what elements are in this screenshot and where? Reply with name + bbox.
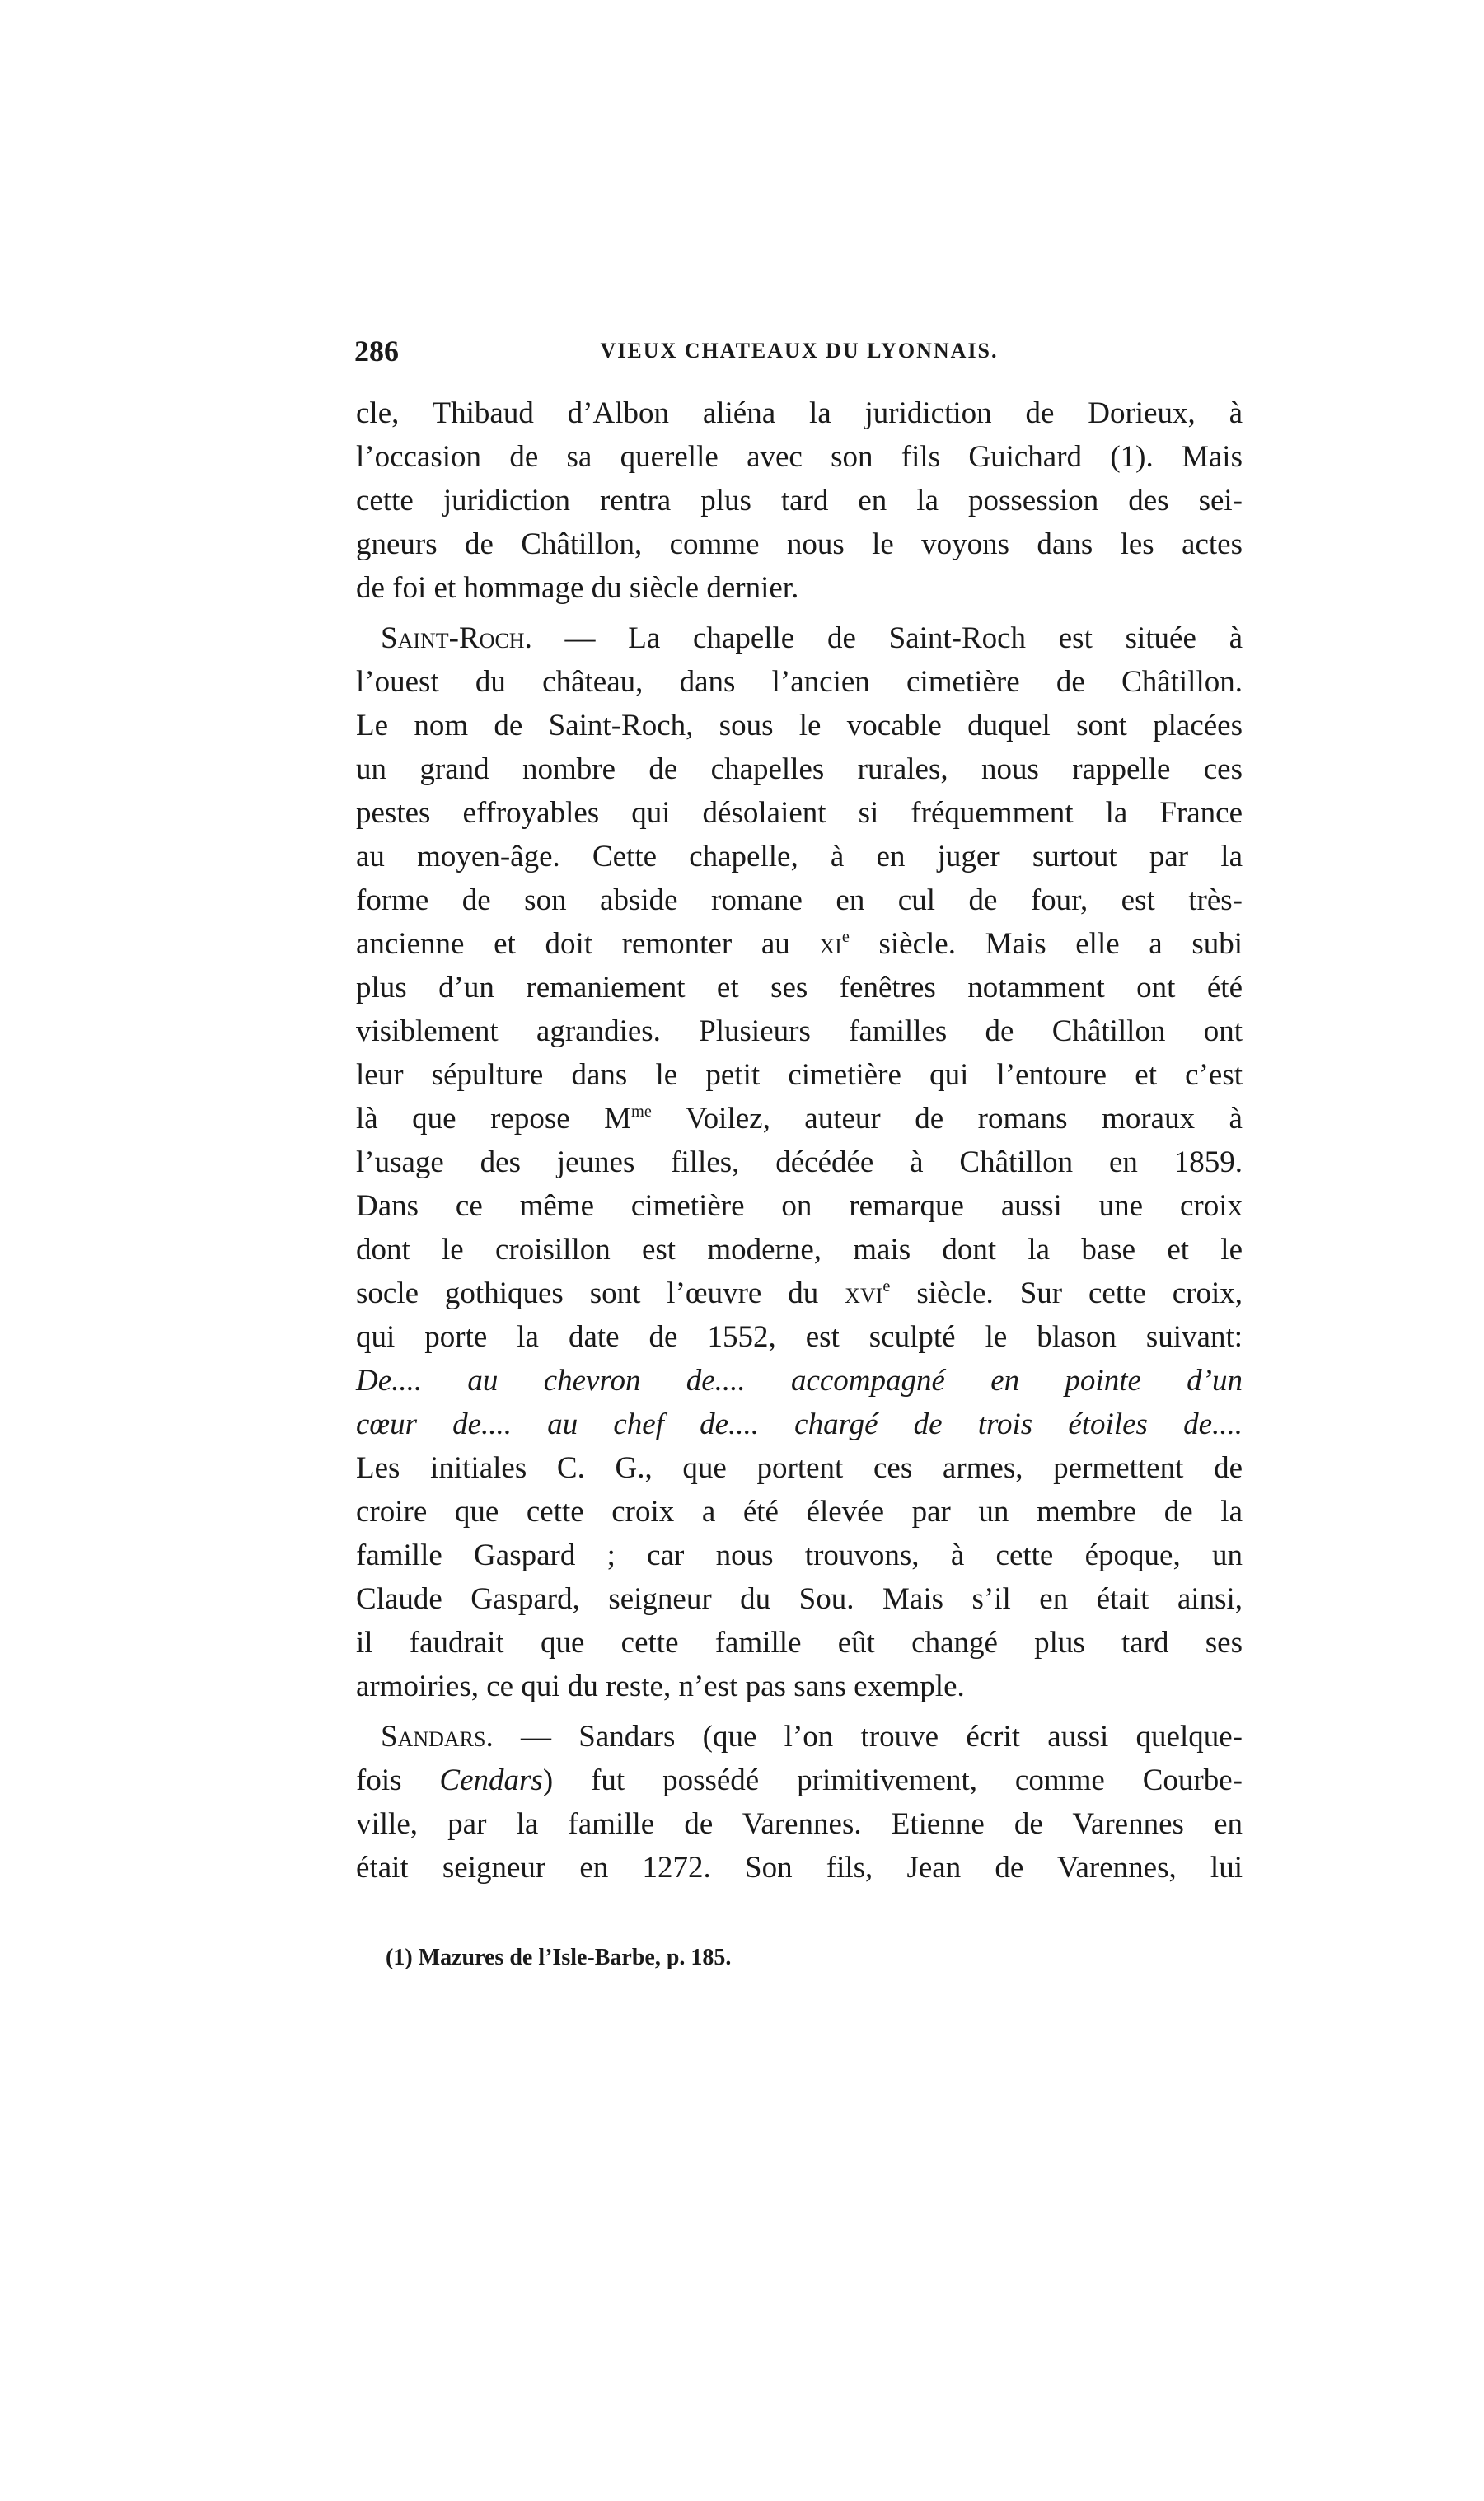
blazon-line: De.... au chevron de.... accompagné en pointe d’un: [356, 1364, 1243, 1398]
footnote: (1) Mazures de l’Isle-Barbe, p. 185.: [386, 1945, 732, 1970]
text-line: fois Cendars) fut possédé primitivement, comme Courbe-: [356, 1763, 1243, 1797]
paragraph-dorieux: [356, 391, 1243, 610]
text-line: croire que cette croix a été élevée par un membre de la: [356, 1495, 1243, 1529]
text-line: visiblement agrandies. Plusieurs familles de Châtillon ont: [356, 1014, 1243, 1048]
text-line: famille Gaspard ; car nous trouvons, à cette époque, un: [356, 1539, 1243, 1572]
running-header: [354, 334, 1244, 375]
running-title: VIEUX CHATEAUX DU LYONNAIS.: [600, 339, 999, 363]
text-line: Le nom de Saint-Roch, sous le vocable duquel sont placées: [356, 709, 1243, 742]
section-heading: Saint-Roch.: [381, 621, 532, 655]
paragraph-saint-roch: [356, 616, 1243, 1708]
text-line: armoiries, ce qui du reste, n’est pas sans exemple.: [356, 1670, 965, 1703]
text-line: de foi et hommage du siècle dernier.: [356, 571, 799, 605]
text-line: cle, Thibaud d’Albon aliéna la juridiction de Dorieux, à: [356, 396, 1243, 430]
text-line: l’occasion de sa querelle avec son fils Guichard (1). Mais: [356, 440, 1243, 474]
text-line: un grand nombre de chapelles rurales, nous rappelle ces: [356, 752, 1243, 786]
text-line: Saint-Roch. — La chapelle de Saint-Roch est située à: [381, 621, 1243, 655]
text-line: Sandars. — Sandars (que l’on trouve écrit aussi quelque-: [381, 1720, 1243, 1754]
text-line: qui porte la date de 1552, est sculpté le blason suivant:: [356, 1320, 1243, 1354]
text-line: l’ouest du château, dans l’ancien cimetière de Châtillon.: [356, 665, 1243, 699]
text-line: forme de son abside romane en cul de four, est très-: [356, 883, 1243, 917]
page-body: [356, 391, 1243, 1896]
text-line: plus d’un remaniement et ses fenêtres notamment ont été: [356, 971, 1243, 1005]
text-line: pestes effroyables qui désolaient si fréquemment la France: [356, 796, 1243, 830]
text-line: il faudrait que cette famille eût changé plus tard ses: [356, 1626, 1243, 1660]
text-line: là que repose $M^{me}$ Voilez, auteur de romans moraux à: [356, 1102, 1243, 1136]
text-line: dont le croisillon est moderne, mais dont la base et le: [356, 1233, 1243, 1267]
text-line: leur sépulture dans le petit cimetière qui l’entoure et c’est: [356, 1058, 1243, 1092]
text-line: Les initiales C. G., que portent ces armes, permettent de: [356, 1451, 1243, 1485]
text-line: socle gothiques sont l’œuvre du xvi$^e$ siècle. Sur cette croix,: [356, 1276, 1243, 1310]
paragraph-sandars: [356, 1715, 1243, 1890]
text-line: était seigneur en 1272. Son fils, Jean de Varennes, lui: [356, 1851, 1243, 1885]
text-line: ville, par la famille de Varennes. Etienne de Varennes en: [356, 1807, 1243, 1841]
text-line: cette juridiction rentra plus tard en la possession des sei-: [356, 484, 1243, 518]
text-line: Dans ce même cimetière on remarque aussi une croix: [356, 1189, 1243, 1223]
text-line: Claude Gaspard, seigneur du Sou. Mais s’il en était ainsi,: [356, 1582, 1243, 1616]
text-line: ancienne et doit remonter au $xi^e$ siècle. Mais elle a subi: [356, 927, 1243, 961]
blazon-line: cœur de.... au chef de.... chargé de trois étoiles de....: [356, 1407, 1243, 1441]
page-number: 286: [354, 335, 399, 368]
section-heading: Sandars.: [381, 1720, 494, 1754]
text-line: gneurs de Châtillon, comme nous le voyons dans les actes: [356, 527, 1243, 561]
text-line: au moyen-âge. Cette chapelle, à en juger surtout par la: [356, 840, 1243, 873]
text-line: l’usage des jeunes filles, décédée à Châtillon en 1859.: [356, 1145, 1243, 1179]
